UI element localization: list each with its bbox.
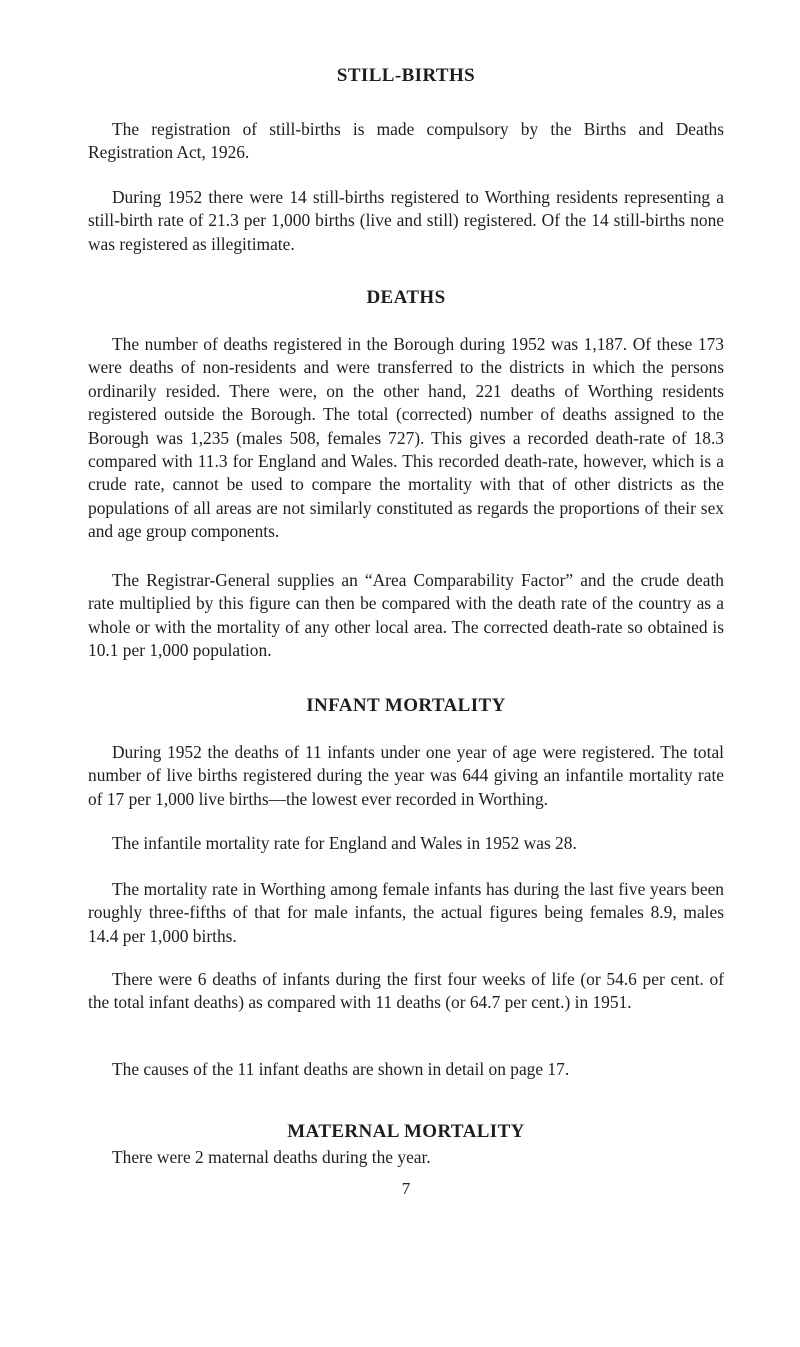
- infant-mortality-paragraph-1: During 1952 the deaths of 11 infants under one year of age were registered. The total number of live births registered during the year was 644 giving an infantile mortality rate of 17 per 1,000 live births—the lowest ever recorded in Worthing.: [88, 742, 724, 809]
- infant-mortality-heading: INFANT MORTALITY: [306, 695, 506, 716]
- deaths-paragraph-2: The Registrar-General supplies an “Area Comparability Factor” and the crude death rate multiplied by this figure can then be compared with the death rate of the country as a whole or with the mortality of any other local area. The corrected death-rate so obtained is 10.1 per 1,000 population.: [88, 570, 724, 661]
- infant-mortality-paragraph-3: The mortality rate in Worthing among female infants has during the last five years been roughly three-fifths of that for male infants, the actual figures being females 8.9, males 14.4 per 1,000 births.: [88, 879, 724, 946]
- maternal-mortality-heading: MATERNAL MORTALITY: [287, 1121, 525, 1142]
- still-births-paragraph-2: During 1952 there were 14 still-births registered to Worthing residents representing a still-birth rate of 21.3 per 1,000 births (live and still) registered. Of the 14 still-births none was registered as illegitimate.: [88, 187, 724, 254]
- maternal-mortality-paragraph-1: There were 2 maternal deaths during the year.: [112, 1147, 431, 1167]
- deaths-paragraph-1: The number of deaths registered in the Borough during 1952 was 1,187. Of these 173 were deaths of non-residents and were transferred to the districts in which the persons ordinarily resided. There were, on the other hand, 221 deaths of Worthing residents registered outside the Borough. The total (corrected) number of deaths assigned to the Borough was 1,235 (males 508, females 727). This gives a recorded death-rate of 18.3 compared with 11.3 for England and Wales. This recorded death-rate, however, which is a crude rate, cannot be used to compare the mortality with that of other districts as the populations of all areas are not similarly constituted as regards the proportions of their sex and age group components.: [88, 334, 724, 542]
- infant-mortality-paragraph-4: There were 6 deaths of infants during the first four weeks of life (or 54.6 per cent. of the total infant deaths) as compared with 11 deaths (or 64.7 per cent.) in 1951.: [88, 969, 724, 1013]
- page-number: 7: [401, 1179, 411, 1198]
- still-births-paragraph-1: The registration of still-births is made compulsory by the Births and Deaths Registration Act, 1926.: [88, 119, 724, 163]
- infant-mortality-paragraph-2: The infantile mortality rate for England and Wales in 1952 was 28.: [112, 833, 577, 853]
- still-births-heading: STILL-BIRTHS: [336, 65, 476, 86]
- deaths-heading: DEATHS: [366, 287, 446, 308]
- infant-mortality-paragraph-5: The causes of the 11 infant deaths are shown in detail on page 17.: [112, 1059, 570, 1079]
